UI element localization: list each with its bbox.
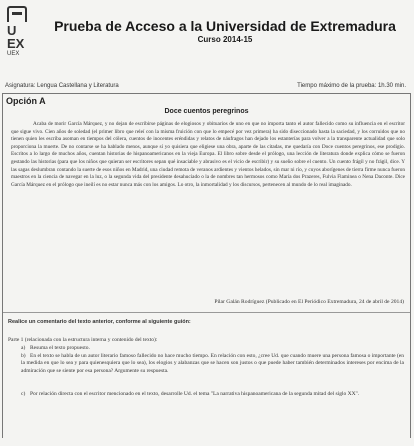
logo-tower-shape bbox=[7, 6, 27, 22]
logo-letters: U EX bbox=[7, 23, 25, 51]
question-text: En el texto se habla de un autor literario famoso fallecido no hace mucho tiempo. En relación con esto, ¿cree Ud. que cuando muere una persona famosa o importante (en la medida en que lo sea y para quienesquiera que lo sea), los elogios y alabanzas que se hacen son justos o que puede haber también determinados intereses por encima de la admiración que se siente por esa persona? Argumente su respuesta. bbox=[21, 353, 404, 374]
text-title: Doce cuentos peregrinos bbox=[164, 108, 249, 115]
question-text: Resuma el texto propuesto. bbox=[30, 345, 90, 351]
section-divider bbox=[3, 312, 410, 313]
part-heading: Parte 1 (relacionada con la estructura interna y contenido del texto): bbox=[8, 337, 158, 343]
logo-caption: UEX bbox=[7, 51, 20, 57]
university-logo-icon bbox=[7, 6, 27, 66]
question-item bbox=[21, 391, 404, 398]
question-item bbox=[21, 345, 404, 352]
time-limit-label: Tiempo máximo de la prueba: 1h.30 min. bbox=[297, 83, 406, 89]
question-item bbox=[21, 353, 404, 375]
exam-title: Prueba de Acceso a la Universidad de Extremadura bbox=[54, 18, 396, 34]
text-signature: Pilar Galán Rodríguez (Publicado en El Periódico Extremadura, 24 de abril de 2014) bbox=[214, 299, 404, 305]
text-paragraph: Acaba de morir García Márquez, y no dejan de escribirse páginas de elogiosos y obituarios de uno en que no importa tanto el autor fallecido como su influencia en el escritor que sigue vivo. Cien años de soledad (el primer libro que releí con la misma fruición con que lo empecé por vez primera) ha sido diseccionado hasta la saciedad, y los corruidos que no tienen quien les escriba asoman en tiempos del cólera, cuentos de inocentes eréndidas y relatos de náufragos han dejado los estanterías para volver a la transparente actualidad que solo proporciona la muerte. De no contarse se ha hablado menos, aunque sí yo quisiera que eligiese una obra, aparte de las citadas, me quedaría con Doce cuentos peregrinos, ese prodigio. Escritos a lo largo de muchos años, cuentan historias de hispanoamericanos en la vieja Europa. El libro sobre desde el prólogo, una lección de literatura donde explica cómo se fueron gestando las historias (para que los niños que quieran ser escritores sepan qué insaciable y abrasivo es el vicio de escribir) y su sueño sobre el cuento. Un cuento frágil y no frágil, dice. Y las sagas deslumbran contando la suerte de esos niños en Madrid, una ciudad remota de veranos ardientes y vientos helados, sin mar ni río, y cuyos aborígenes de tierra firme nunca fueron maestros en la ciencia de navegar en la luz, o la segunda vida del presidente desahuciado o la de nombres tan hermosos como María dos Prazeres, Fulvia Flaminea o Nena Daconte. Dice García Márquez en el prólogo que ineilí es no estar nunca más con los amigos. Lo otro, la inmortalidad y los discursos, pertenecen al mundo de lo real imaginado. bbox=[11, 121, 405, 188]
question-text: Por relación directa con el escritor mencionado en el texto, desarrolle Ud. el tema "La narrativa hispanoamericana de la segunda mitad del siglo XX". bbox=[30, 391, 360, 397]
subject-label: Asignatura: Lengua Castellana y Literatura bbox=[5, 83, 119, 89]
question-label: b) bbox=[21, 353, 26, 359]
option-box bbox=[2, 93, 411, 438]
option-label: Opción A bbox=[6, 96, 46, 106]
question-label: a) bbox=[21, 345, 26, 351]
task-instruction: Realice un comentario del texto anterior, conforme al siguiente guión: bbox=[8, 319, 191, 325]
question-label: c) bbox=[21, 391, 26, 397]
exam-course: Curso 2014-15 bbox=[197, 35, 253, 44]
